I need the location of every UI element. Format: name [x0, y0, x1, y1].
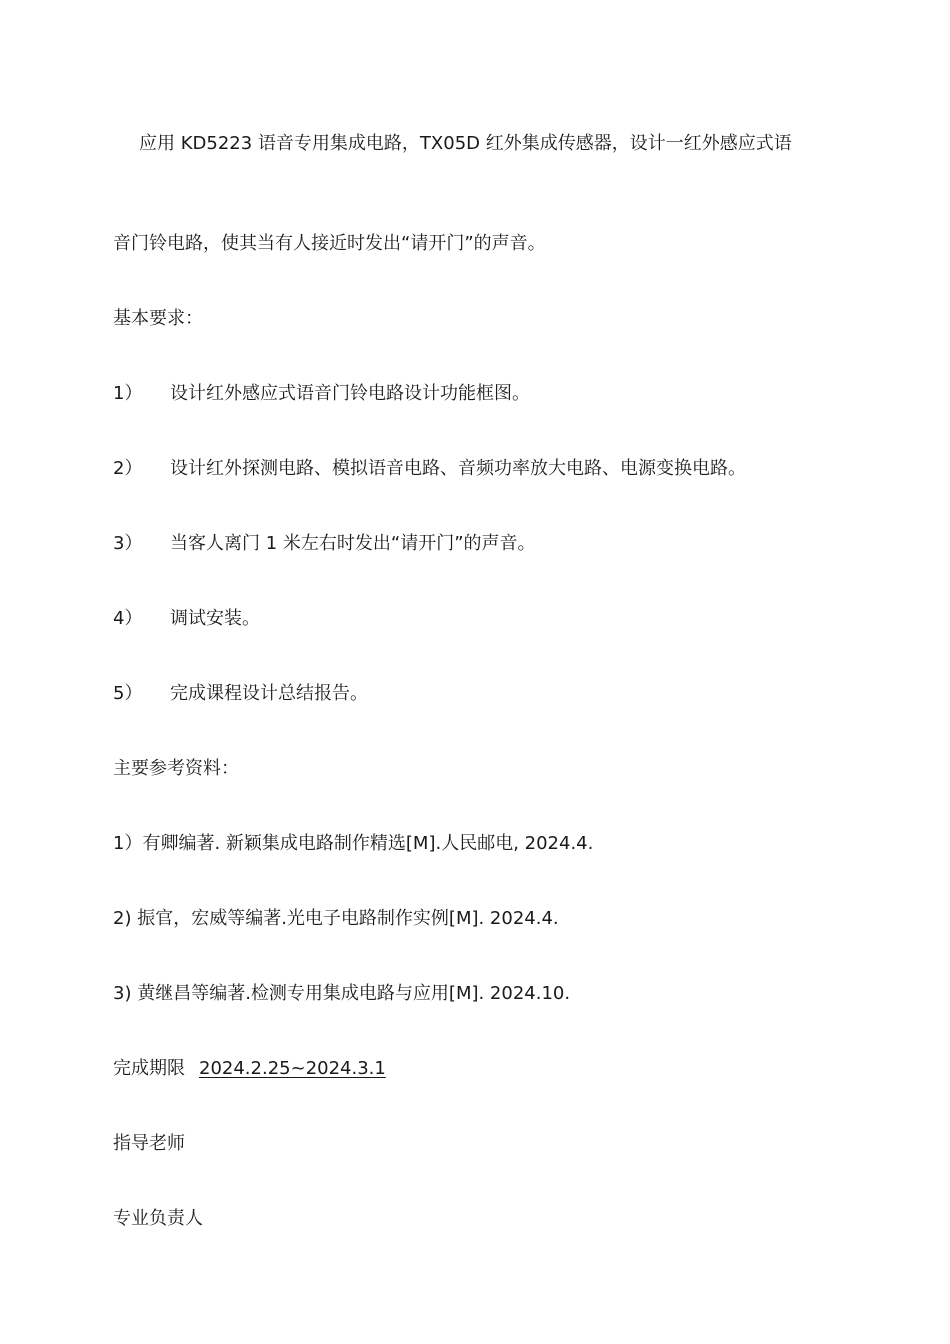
requirement-text: 调试安装。: [170, 608, 260, 629]
requirement-number: 2）: [113, 458, 143, 479]
reference-item: 1）有卿编著. 新颖集成电路制作精选[M].人民邮电, 2024.4.: [113, 833, 594, 854]
requirements-heading: 基本要求：: [113, 308, 203, 329]
reference-item: 2) 振官，宏威等编著.光电子电路制作实例[M]. 2024.4.: [113, 908, 559, 929]
requirement-item: [113, 682, 368, 706]
deadline-value: 2024.2.25~2024.3.1: [199, 1058, 386, 1079]
requirement-text: 设计红外感应式语音门铃电路设计功能框图。: [170, 383, 530, 404]
requirement-text: 当客人离门 1 米左右时发出“请开门”的声音。: [170, 533, 536, 554]
intro-line-1: 应用 KD5223 语音专用集成电路，TX05D 红外集成传感器，设计一红外感应式语: [139, 133, 792, 154]
intro-line-2: 音门铃电路，使其当有人接近时发出“请开门”的声音。: [113, 233, 546, 254]
requirement-item: [113, 532, 536, 556]
requirement-item: [113, 382, 530, 406]
requirement-text: 完成课程设计总结报告。: [170, 683, 368, 704]
requirement-number: 5）: [113, 683, 143, 704]
deadline-row: [113, 1057, 400, 1081]
requirement-number: 4）: [113, 608, 143, 629]
advisor-label: 指导老师: [113, 1133, 185, 1154]
requirement-item: [113, 607, 260, 631]
requirement-item: [113, 457, 746, 481]
deadline-label: 完成期限: [113, 1058, 185, 1079]
requirement-number: 1）: [113, 383, 143, 404]
requirement-number: 3）: [113, 533, 143, 554]
references-heading: 主要参考资料：: [113, 758, 239, 779]
reference-item: 3) 黄继昌等编著.检测专用集成电路与应用[M]. 2024.10.: [113, 983, 571, 1004]
requirement-text: 设计红外探测电路、模拟语音电路、音频功率放大电路、电源变换电路。: [170, 458, 746, 479]
head-of-major-label: 专业负责人: [113, 1208, 203, 1229]
